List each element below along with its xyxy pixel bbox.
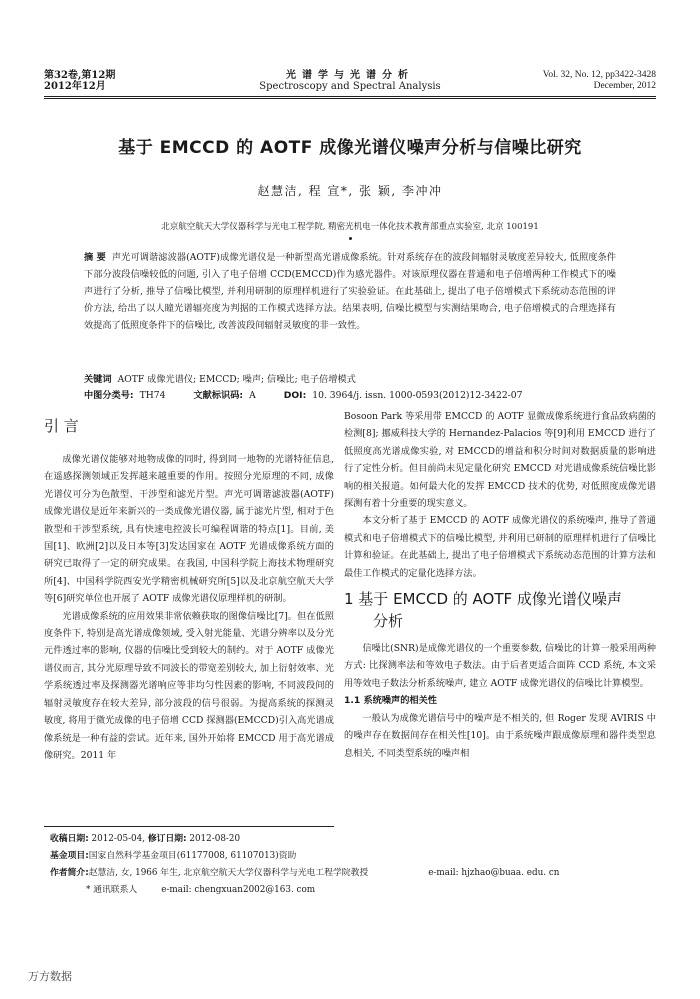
received-date: 2012-05-04, (91, 834, 146, 844)
corresponding-email: e-mail: chengxuan2002@163. com (161, 885, 316, 895)
author-list: 赵慧洁, 程 宣*, 张 颖, 李冲冲 (257, 184, 443, 198)
journal-name: 光谱学与光谱分析 Spectroscopy and Spectral Analysis (259, 70, 441, 92)
subsection-1-1-heading: 1.1 系统噪声的相关性 (344, 695, 437, 707)
doc-code-value: A (249, 390, 256, 401)
volume-issue: 第32卷,第12期 2012年12月 (44, 70, 116, 92)
intro-paragraph-1: 成像光谱仪能够对地物成像的同时, 得到同一地物的光谱特征信息, 在遥感探测领域正发挥越来越重要的作用。按照分光原理的不同, 成像光谱仪可分为色散型、干涉型和滤光片型。声光可调谐滤波器(AOTF)成像光谱仪是近年来新兴的一类成像光谱仪器, 属于滤光片型, 相对于色散型和干涉型系统, 具有快速电控波长可编程调谐的特点[1]。目前, 美国[1]、欧洲[2]以及日本等[3]发达国家在 AOTF 光谱成像系统方面的研究已取得了一定的研究成果。在我国, 中国科学院上海技术物理研究所[4]、中国科学院西安光学精密机械研究所[5]以及北京航空航天大学等[6]研究单位也开展了 AOTF 成像光谱仪原理样机的研制。 (44, 454, 334, 605)
abstract (84, 249, 616, 334)
corresponding-label: * 通讯联系人 (86, 885, 138, 895)
keywords-label: 关键词 (84, 374, 112, 385)
dates-line: 收稿日期: 2012-05-04, 修订日期: 2012-08-20 (50, 834, 241, 844)
fund-line: 基金项目:国家自然科学基金项目(61177008, 61107013)资助 (50, 851, 297, 861)
header-rule (44, 96, 656, 97)
section-1-paragraph-2: 一般认为成像光谱信号中的噪声是不相关的, 但 Roger 发现 AVIRIS 中的噪声存在数据间存在相关性[10]。由于系统噪声跟成像原理和器件类型息息相关, 不同类型系统的噪声相 (344, 712, 656, 759)
left-column (44, 410, 334, 764)
abstract-text: 声光可调谐滤波器(AOTF)成像光谱仪是一种新型高光谱成像系统。针对系统存在的波段间辐射灵敏度差异较大, 低照度条件下部分波段信噪较低的问题, 引入了电子倍增 CCD(EMCCD)作为感光器件。对该原理仪器在普通和电子倍增两种工作模式下的噪声进行了分析, 推导了信噪比模型, 并利用研制的原理样机进行了实验验证。在此基础上, 提出了电子倍增模式下系统动态范围的评价方法, 给出了以人瞳光谱辐亮度为判据的工作模式选择方法。结果表明, 信噪比模型与实测结果吻合, 电子倍增模式的合理选择有效提高了低照度条件下的信噪比, 改善波段间辐射灵敏度的非一致性。 (84, 252, 616, 331)
corresponding-line (50, 882, 660, 899)
doi-label: DOI: (283, 390, 307, 401)
keywords-text: AOTF 成像光谱仪; EMCCD; 噪声; 信噪比; 电子倍增模式 (117, 374, 356, 385)
keywords (84, 372, 616, 387)
doc-code-label: 文献标识码: (193, 390, 244, 401)
footnote (50, 831, 660, 899)
intro-paragraph-3: Bosoon Park 等采用带 EMCCD 的 AOTF 显微成像系统进行食品致病菌的检测[8]; 挪威科技大学的 Hernandez-Palacios 等[9]利用 EMCCD 进行了低照度高光谱成像实验, 对 EMCCD的增益和积分时间对数据质量的影响进行了定性分析。但目前尚未见定量化研究 EMCCD 对光谱成像系统信噪比影响的相关报道。如何最大化的发挥 EMCCD 技术的优势, 对低照度成像光谱探测有着十分重要的现实意义。 (344, 411, 656, 510)
header-rule-thin (44, 98, 656, 99)
intro-heading: 引 言 (44, 417, 79, 435)
footnote-rule (44, 826, 334, 827)
intro-paragraph-4: 本文分析了基于 EMCCD 的 AOTF 成像光谱仪的系统噪声, 推导了普通模式和电子倍增模式下的信噪比模型, 并利用已研制的原理样机进行了信噪比计算和验证。在此基础上, 提出了电子倍增模式下系统动态范围的计算方法和最佳工作模式的定量化选择方法。 (344, 515, 656, 579)
intro-paragraph-2: 光谱成像系统的应用效果非常依赖获取的图像信噪比[7]。但在低照度条件下, 特别是高光谱成像领域, 受入射光能量、光谱分辨率以及分光元件透过率的影响, 仪器的信噪比受到较大的制约。对于 AOTF 成像光谱仪而言, 其分光原理导致不同波长的带宽差别较大, 加上衍射效率、光学系统透过率及探测器光谱响应等非均匀性因素的影响, 不同波段间的辐射灵敏度存在较大差异, 部分波段的信号很弱。为提高系统的探测灵敏度, 将用于微光成像的电子倍增 CCD 探测器(EMCCD)引入高光谱成像系统是一种有益的尝试。近年来, 国外开始将 EMCCD 用于高光谱成像研究。2011 年 (44, 610, 334, 761)
clc-value: TH74 (139, 390, 166, 401)
section-1-paragraph-1: 信噪比(SNR)是成像光谱仪的一个重要参数, 信噪比的计算一般采用两种方式: 比探测率法和等效电子数法。由于后者更适合面阵 CCD 系统, 本文采用等效电子数法分析系统噪声, 建立 AOTF 成像光谱仪的信噪比计算模型。 (344, 643, 656, 689)
abstract-label: 摘 要 (84, 252, 106, 263)
paper-title: 基于 EMCCD 的 AOTF 成像光谱仪噪声分析与信噪比研究 (118, 138, 582, 158)
affiliation: 北京航空航天大学仪器科学与光电工程学院, 精密光机电一体化技术教育部重点实验室, 北京 100191 (161, 222, 539, 232)
doi-value: 10. 3964/j. issn. 1000-0593(2012)12-3422-07 (312, 390, 523, 401)
separator-dot (349, 237, 352, 240)
section-1-heading: 1 基于 EMCCD 的 AOTF 成像光谱仪噪声 分析 (344, 590, 622, 631)
volume-pages-en: Vol. 32, No. 12, pp3422-3428 December, 2012 (542, 70, 656, 91)
fund-text: 国家自然科学基金项目(61177008, 61107013)资助 (88, 851, 297, 861)
watermark: 万方数据 (28, 970, 72, 983)
revised-date: 2012-08-20 (189, 834, 241, 844)
right-column (344, 408, 656, 762)
author-bio-line: 作者简介:赵慧洁, 女, 1966 年生, 北京航空航天大学仪器科学与光电工程学院教授 e-mail: hjzhao@buaa. edu. cn (50, 868, 560, 878)
author-bio: 赵慧洁, 女, 1966 年生, 北京航空航天大学仪器科学与光电工程学院教授 (88, 868, 369, 878)
classification (84, 388, 616, 403)
author-email: e-mail: hjzhao@buaa. edu. cn (428, 868, 560, 878)
clc-label: 中图分类号: (84, 390, 134, 401)
